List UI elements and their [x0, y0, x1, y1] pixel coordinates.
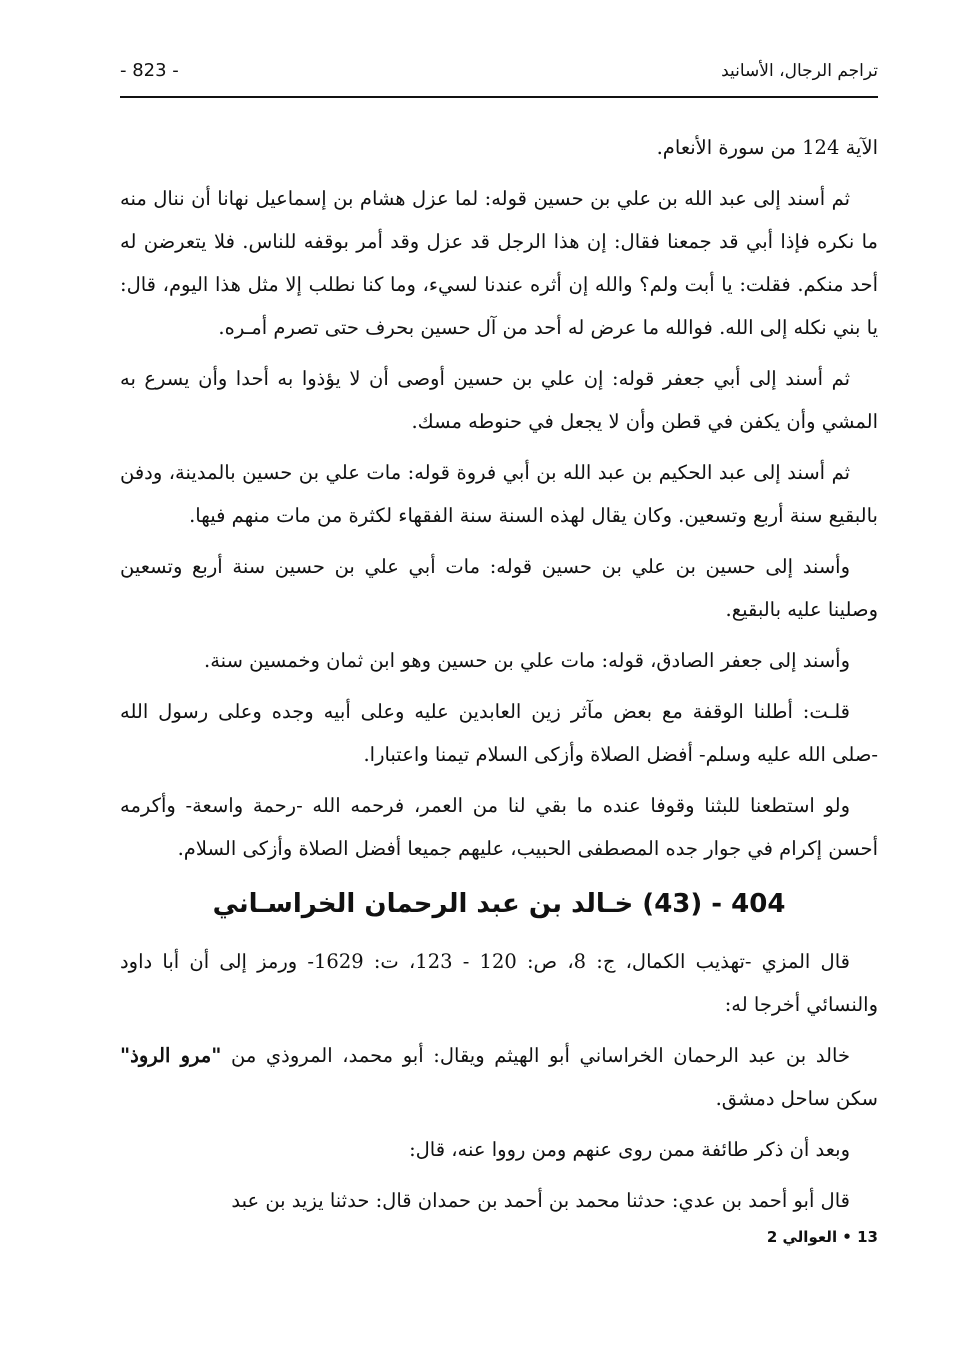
paragraph: وأسند إلى جعفر الصادق، قوله: مات علي بن حسين وهو ابن ثمان وخمسين سنة.	[204, 649, 850, 672]
section-heading: 404 - (43) خـالد بن عبد الرحمان الخراسـاني	[212, 889, 786, 919]
text-segment: خالد بن عبد الرحمان الخراساني أبو الهيثم ويقال: أبو محمد، المروذي من	[221, 1044, 850, 1067]
paragraph: ثم أسند إلى عبد الحكيم بن عبد الله بن أبي فروة قوله: مات علي بن حسين بالمدينة، ودفن بالبقيع سنة أربع وتسعين. وكان يقال لهذه السنة سنة الفقهاء لكثرة من مات منهم فيها.	[120, 461, 878, 527]
page	[120, 60, 878, 1246]
bold-place-name: "مرو الروذ"	[120, 1044, 222, 1067]
paragraph: ثم أسند إلى أبي جعفر قوله: إن علي بن حسين أوصى أن لا يؤذوا به أحدا وأن يسرع به المشي وأن يكفن في قطن وأن لا يجعل في حنوطه مسك.	[120, 367, 878, 433]
paragraph: وبعد أن ذكر طائفة ممن روى عنهم ومن رووا عنه، قال:	[409, 1138, 850, 1161]
page-number: - 823 -	[120, 60, 179, 81]
paragraph-khalid	[120, 1034, 878, 1120]
paragraph: ولو استطعنا للبثنا وقوفا عنده ما بقي لنا من العمر، فرحمه الله -رحمة واسعة- وأكرمه أحسن إكرام في جوار جده المصطفى الحبيب، عليهم جميعا أفضل الصلاة وأزكى السلام.	[120, 794, 878, 860]
paragraph: وأسند إلى حسين بن علي بن حسين قوله: مات أبي علي بن حسين سنة أربع وتسعين وصلينا عليه بالبقيع.	[120, 555, 878, 621]
paragraph: الآية 124 من سورة الأنعام.	[656, 136, 878, 159]
footer-signature: 13 • العوالي 2	[766, 1228, 878, 1246]
paragraph: ثم أسند إلى عبد الله بن علي بن حسين قوله: لما عزل هشام بن إسماعيل نهانا أن ننال منه ما نكره فإذا أبي قد جمعنا فقال: إن هذا الرجل قد عزل وقد أمر بوقفه للناس. فلا يتعرضن له أحد منكم. فقلت: يا أبت ولم؟ والله إن أثره عندنا لسيء، وما كنا نطلب إلا مثل هذا اليوم، قال: يا بني نكله إلى الله. فوالله ما عرض له أحد من آل حسين بحرف حتى تصرم أمـره.	[120, 187, 878, 339]
paragraph: قال المزي -تهذيب الكمال، ج: 8، ص: 120 - 123، ت: 1629- ورمز إلى أن أبا داود والنسائي أخرجا له:	[120, 950, 878, 1016]
paragraph: قلـت: أطلنا الوقفة مع بعض مآثر زين العابدين عليه وعلى أبيه وجده وعلى رسول الله -صلى الله عليه وسلم- أفضل الصلاة وأزكى السلام تيمنا واعتبارا.	[120, 700, 878, 766]
paragraph: قال أبو أحمد بن عدي: حدثنا محمد بن أحمد بن حمدان قال: حدثنا يزيد بن عبد	[231, 1189, 850, 1212]
page-header	[120, 60, 878, 98]
text-segment: سكن ساحل دمشق.	[715, 1087, 878, 1110]
running-head: تراجم الرجال، الأسانيد	[721, 61, 878, 81]
